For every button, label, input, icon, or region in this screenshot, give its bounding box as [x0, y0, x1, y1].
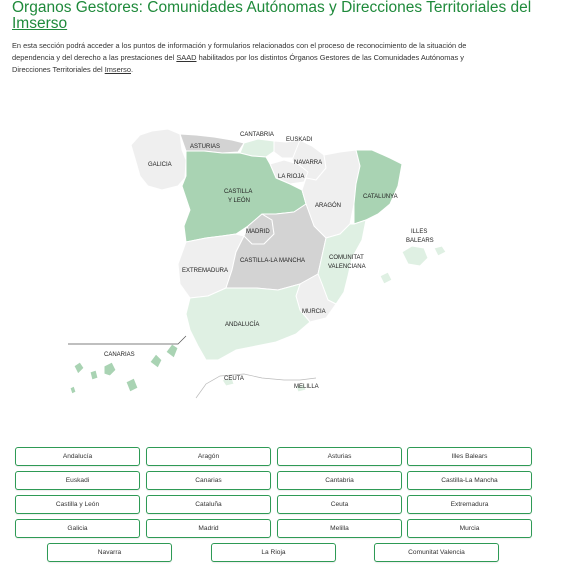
button-euskadi[interactable]: Euskadi [15, 471, 140, 490]
button-murcia[interactable]: Murcia [407, 519, 532, 538]
button-asturias[interactable]: Asturias [277, 447, 402, 466]
label-aragon: ARAGÓN [315, 203, 342, 209]
label-castilla-leon-2: Y LEÓN [228, 198, 250, 204]
button-canarias[interactable]: Canarias [146, 471, 271, 490]
label-andalucia: ANDALUCÍA [225, 322, 260, 328]
label-navarra: NAVARRA [294, 160, 323, 166]
intro-line-2a: dependencia y del derecho a las prestaciones del [12, 53, 175, 62]
button-ceuta[interactable]: Ceuta [277, 495, 402, 514]
label-illes-balears-2: BALEARS [406, 238, 434, 244]
page-title-imserso: Imserso [12, 15, 68, 32]
button-comunitat-valenciana[interactable]: Comunitat Valencia [374, 543, 499, 562]
saad-abbr: SAAD [176, 53, 197, 62]
label-melilla: MELILLA [294, 384, 319, 390]
canarias-inset-frame [68, 336, 186, 344]
imserso-link[interactable]: Imserso [104, 65, 131, 74]
label-ceuta: CEUTA [224, 376, 244, 382]
label-asturias: ASTURIAS [190, 144, 221, 150]
label-castilla-la-mancha: CASTILLA-LA MANCHA [240, 258, 306, 264]
intro-line-2b: habilitados por los distintos Órganos Gestores de las Comunidades Autónomas y [198, 53, 464, 62]
page-title-text: Órganos Gestores: Comunidades Autónomas y Direcciones Territoriales del [12, 0, 532, 16]
button-castilla-la-mancha[interactable]: Castilla-La Mancha [407, 471, 532, 490]
intro-line-1: En esta sección podrá acceder a los puntos de información y formularios relacionados con el proceso de reconocimiento de la situación de [12, 41, 467, 50]
label-murcia: MURCIA [302, 309, 326, 315]
button-cataluna[interactable]: Cataluña [146, 495, 271, 514]
button-illes-balears[interactable]: Illes Balears [407, 447, 532, 466]
button-aragon[interactable]: Aragón [146, 447, 271, 466]
button-galicia[interactable]: Galicia [15, 519, 140, 538]
region-catalunya[interactable] [354, 150, 402, 224]
button-la-rioja[interactable]: La Rioja [211, 543, 336, 562]
button-melilla[interactable]: Melilla [277, 519, 402, 538]
label-catalunya: CATALUNYA [363, 194, 398, 200]
button-cantabria[interactable]: Cantabria [277, 471, 402, 490]
button-castilla-leon[interactable]: Castilla y León [15, 495, 140, 514]
label-comunitat-valenciana-2: VALENCIANA [328, 264, 366, 270]
button-andalucia[interactable]: Andalucía [15, 447, 140, 466]
intro-line-3a: Direcciones Territoriales del [12, 65, 103, 74]
label-euskadi: EUSKADI [286, 137, 313, 143]
button-extremadura[interactable]: Extremadura [407, 495, 532, 514]
label-madrid: MADRID [246, 229, 270, 235]
label-illes-balears-1: ILLES [411, 229, 428, 235]
label-castilla-leon-1: CASTILLA [224, 189, 253, 195]
region-galicia[interactable] [131, 129, 186, 190]
button-madrid[interactable]: Madrid [146, 519, 271, 538]
label-galicia: GALICIA [148, 162, 172, 168]
region-illes-balears[interactable] [380, 246, 446, 284]
label-cantabria: CANTABRIA [240, 132, 274, 138]
button-navarra[interactable]: Navarra [47, 543, 172, 562]
intro-line-3b: . [131, 65, 134, 74]
label-la-rioja: LA RIOJA [278, 174, 305, 180]
label-canarias: CANARIAS [104, 352, 135, 358]
label-extremadura: EXTREMADURA [182, 268, 229, 274]
label-comunitat-valenciana-1: COMUNITAT [329, 255, 364, 261]
